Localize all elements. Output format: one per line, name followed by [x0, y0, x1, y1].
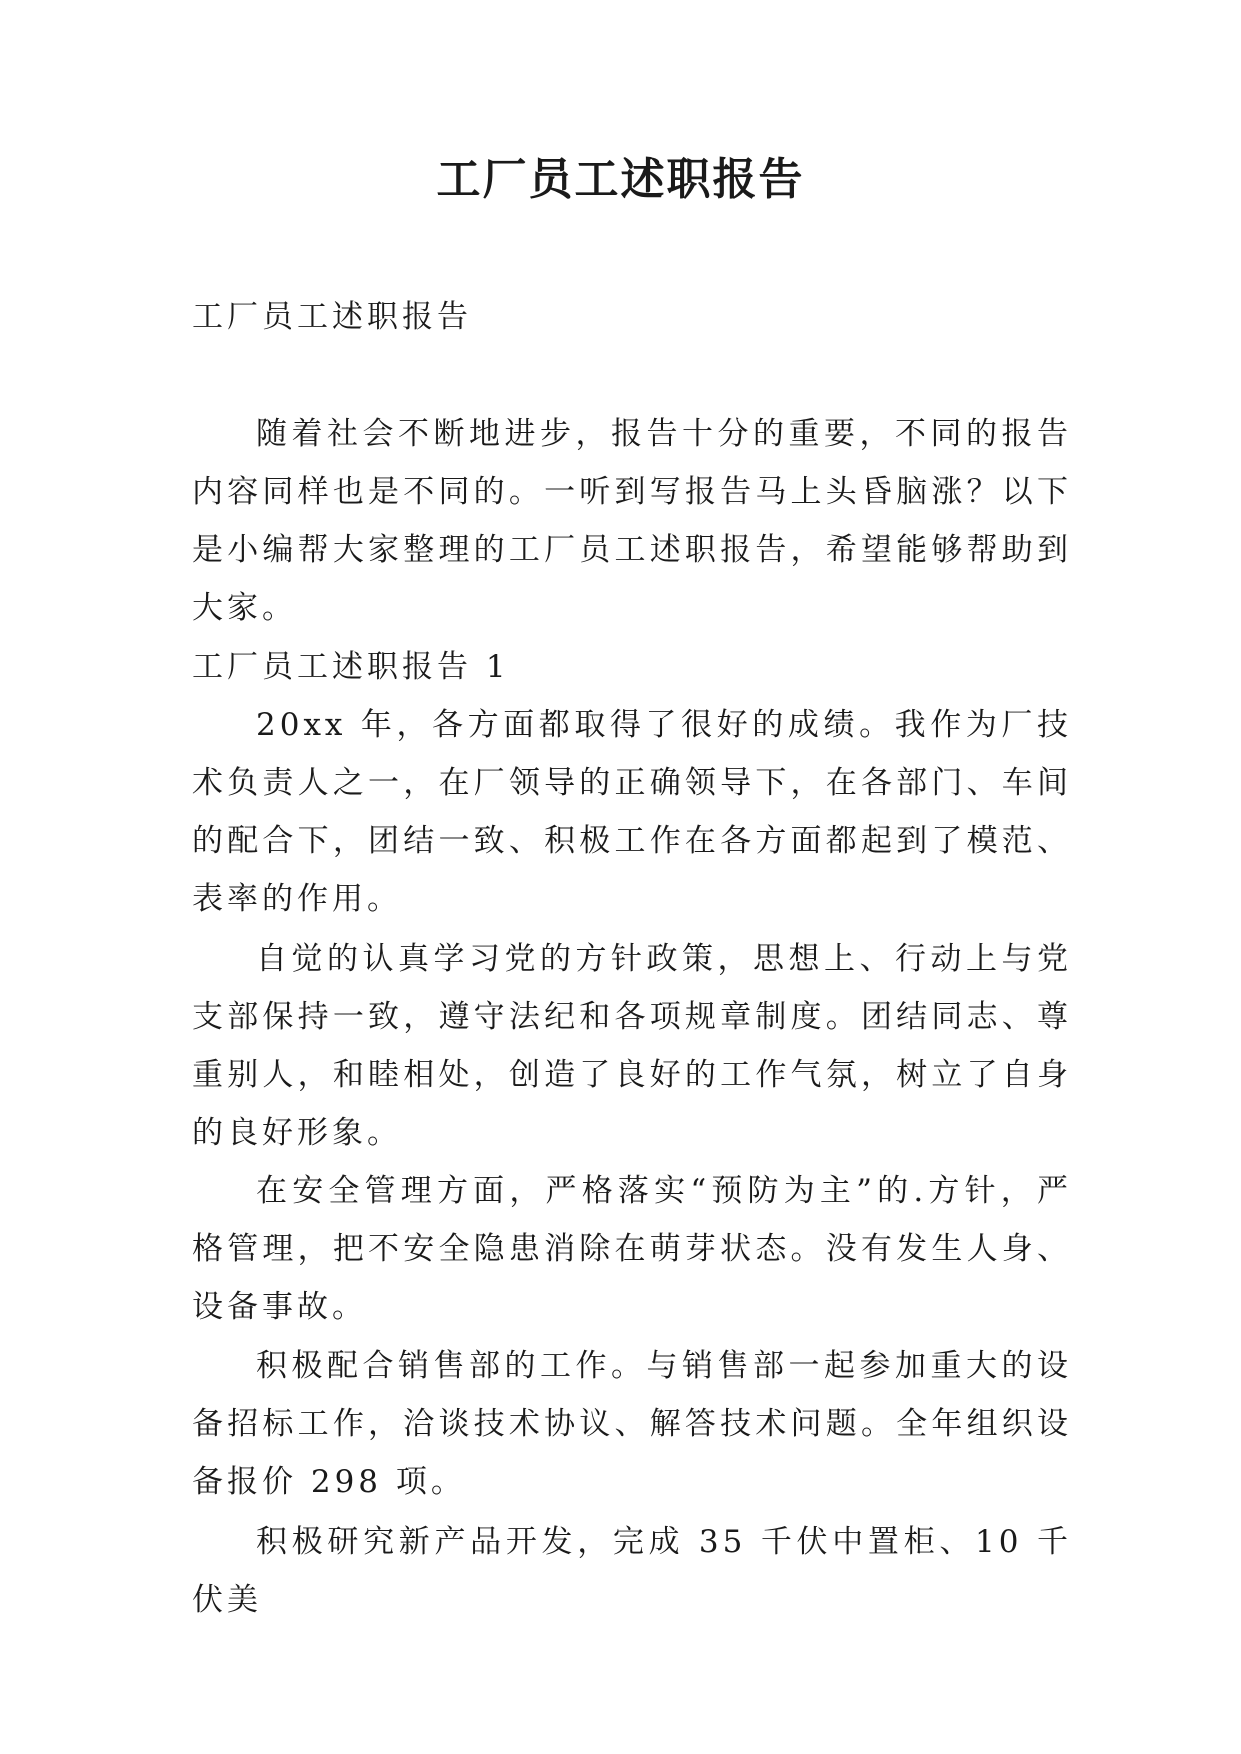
paragraph-2: 自觉的认真学习党的方针政策，思想上、行动上与党支部保持一致，遵守法纪和各项规章制度。团结同志、尊重别人，和睦相处，创造了良好的工作气氛，树立了自身的良好形象。 — [192, 941, 1072, 1151]
paragraph-5: 积极研究新产品开发，完成 35 千伏中置柜、10 千伏美 — [192, 1524, 1072, 1618]
paragraph-3: 在安全管理方面，严格落实“预防为主”的.方针，严格管理，把不安全隐患消除在萌芽状态。没有发生人身、设备事故。 — [192, 1173, 1072, 1325]
intro-paragraph: 随着社会不断地进步，报告十分的重要，不同的报告内容同样也是不同的。一听到写报告马上头昏脑涨？以下是小编帮大家整理的工厂员工述职报告，希望能够帮助到大家。 — [192, 416, 1072, 626]
document-title: 工厂员工述职报告 — [436, 154, 805, 205]
paragraph-4: 积极配合销售部的工作。与销售部一起参加重大的设备招标工作，洽谈技术协议、解答技术问题。全年组织设备报价 298 项。 — [192, 1348, 1072, 1500]
paragraph-1: 20xx 年，各方面都取得了很好的成绩。我作为厂技术负责人之一，在厂领导的正确领导下，在各部门、车间的配合下，团结一致、积极工作在各方面都起到了模范、表率的作用。 — [192, 707, 1072, 917]
section-heading: 工厂员工述职报告 1 — [192, 649, 510, 685]
document-subtitle: 工厂员工述职报告 — [192, 299, 472, 335]
